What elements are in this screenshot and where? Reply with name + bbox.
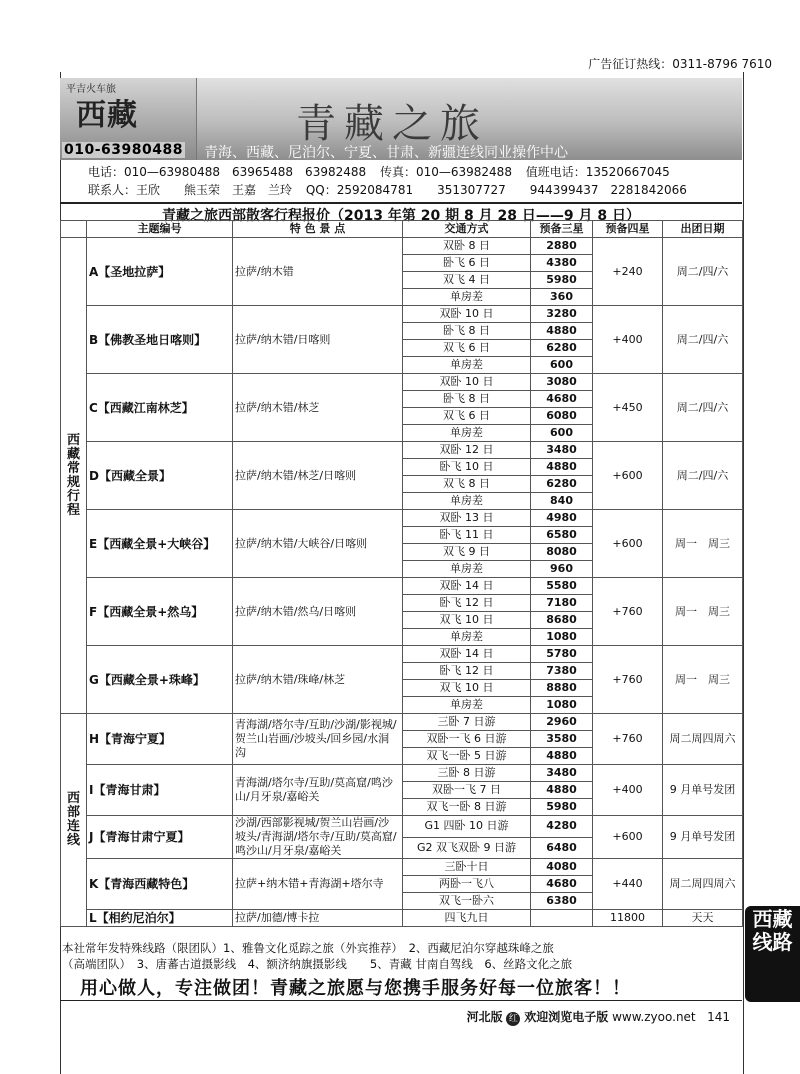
price-4star: +400	[593, 306, 663, 374]
route-theme: E【西藏全景+大峡谷】	[87, 510, 233, 578]
route-spots: 拉萨/纳木错/林芝	[233, 374, 403, 442]
transport-option: G1 四卧 10 日游	[403, 816, 531, 838]
route-spots: 拉萨/纳木错/大峡谷/日喀则	[233, 510, 403, 578]
price-4star: +450	[593, 374, 663, 442]
contact-phone: 电话：010—63980488 63965488 63982488	[88, 165, 367, 179]
transport-option: 单房差	[403, 629, 531, 646]
transport-option: 双飞 8 日	[403, 476, 531, 493]
price-3star: 5980	[531, 799, 593, 816]
table-title: 青藏之旅西部散客行程报价（2013 年第 20 期 8 月 28 日——9 月 8 日）	[60, 202, 742, 225]
price-3star: 3280	[531, 306, 593, 323]
transport-option: 单房差	[403, 357, 531, 374]
price-4star: +240	[593, 238, 663, 306]
departure-days: 周二/四/六	[663, 238, 743, 306]
price-3star: 3480	[531, 765, 593, 782]
transport-option: G2 双飞双卧 9 日游	[403, 837, 531, 859]
footer-line-2: （高端团队） 3、唐蕃古道摄影线 4、额济纳旗摄影线 5、青藏 甘南自驾线 6、丝路文化之旅	[62, 957, 573, 971]
price-4star: 11800	[593, 910, 663, 927]
header-3star: 预备三星	[531, 221, 593, 238]
price-3star: 6080	[531, 408, 593, 425]
header-transport: 交通方式	[403, 221, 531, 238]
transport-option: 双卧 10 日	[403, 374, 531, 391]
departure-days: 周二周四周六	[663, 714, 743, 765]
website-link[interactable]: www.zyoo.net	[612, 1010, 696, 1024]
price-3star: 4880	[531, 748, 593, 765]
transport-option: 四飞九日	[403, 910, 531, 927]
transport-option: 双飞 9 日	[403, 544, 531, 561]
price-4star: +760	[593, 646, 663, 714]
region-label: 西部连线	[61, 714, 87, 927]
transport-option: 三卧十日	[403, 859, 531, 876]
price-3star: 1080	[531, 629, 593, 646]
price-3star: 4380	[531, 255, 593, 272]
table-row	[61, 238, 743, 255]
transport-option: 卧飞 10 日	[403, 459, 531, 476]
departure-days: 周二/四/六	[663, 374, 743, 442]
price-3star: 3580	[531, 731, 593, 748]
logo-main-text: 西藏	[76, 98, 138, 133]
table-row	[61, 306, 743, 323]
price-4star: +600	[593, 442, 663, 510]
route-spots: 拉萨/纳木错/然乌/日喀则	[233, 578, 403, 646]
price-4star: +760	[593, 714, 663, 765]
transport-option: 双卧 14 日	[403, 578, 531, 595]
table-header-row	[61, 221, 743, 238]
price-3star: 3080	[531, 374, 593, 391]
transport-option: 三卧 8 日游	[403, 765, 531, 782]
contact-duty: 值班电话：13520667045	[525, 165, 670, 179]
ebook-text: 欢迎浏览电子版	[524, 1010, 609, 1024]
transport-option: 双卧一飞 7 日	[403, 782, 531, 799]
route-theme: J【青海甘肃宁夏】	[87, 816, 233, 859]
departure-days: 周二/四/六	[663, 442, 743, 510]
price-3star: 4880	[531, 459, 593, 476]
price-3star: 360	[531, 289, 593, 306]
price-3star: 5980	[531, 272, 593, 289]
price-3star: 6280	[531, 340, 593, 357]
route-spots: 沙湖/西部影视城/贺兰山岩画/沙坡头/青海湖/塔尔寺/互助/莫高窟/鸣沙山/月牙泉/嘉峪关	[233, 816, 403, 859]
transport-option: 单房差	[403, 493, 531, 510]
departure-days: 周二/四/六	[663, 306, 743, 374]
transport-option: 双卧一飞 6 日游	[403, 731, 531, 748]
price-3star: 1080	[531, 697, 593, 714]
transport-option: 单房差	[403, 425, 531, 442]
table-body	[61, 238, 743, 927]
route-theme: D【西藏全景】	[87, 442, 233, 510]
table-row	[61, 910, 743, 927]
route-spots: 拉萨/纳木错/珠峰/林芝	[233, 646, 403, 714]
table-row	[61, 714, 743, 731]
table-row	[61, 510, 743, 527]
banner	[60, 78, 742, 160]
price-3star: 2960	[531, 714, 593, 731]
price-4star: +600	[593, 816, 663, 859]
transport-option: 双飞一卧 8 日游	[403, 799, 531, 816]
price-3star: 840	[531, 493, 593, 510]
ad-hotline: 广告征订热线：0311-8796 7610	[588, 57, 772, 71]
page-number: 141	[707, 1010, 730, 1024]
price-3star: 960	[531, 561, 593, 578]
route-spots: 拉萨/纳木错/林芝/日喀则	[233, 442, 403, 510]
bottom-divider	[60, 1000, 742, 1001]
contact-people: 联系人：王欣 熊玉荣 王嘉 兰玲	[88, 183, 293, 197]
transport-option: 单房差	[403, 289, 531, 306]
price-4star: +400	[593, 765, 663, 816]
route-spots: 拉萨/纳木错/日喀则	[233, 306, 403, 374]
transport-option: 双飞 10 日	[403, 680, 531, 697]
header-departure: 出团日期	[663, 221, 743, 238]
price-3star: 4080	[531, 859, 593, 876]
price-3star: 8880	[531, 680, 593, 697]
departure-days: 周一 周三	[663, 578, 743, 646]
route-spots: 青海湖/塔尔寺/互助/莫高窟/鸣沙山/月牙泉/嘉峪关	[233, 765, 403, 816]
route-theme: K【青海西藏特色】	[87, 859, 233, 910]
transport-option: 卧飞 8 日	[403, 323, 531, 340]
edition-label: 河北版	[466, 1010, 503, 1024]
price-3star: 8680	[531, 612, 593, 629]
transport-option: 双飞 6 日	[403, 408, 531, 425]
price-table	[60, 220, 743, 927]
transport-option: 双飞 10 日	[403, 612, 531, 629]
transport-option: 卧飞 6 日	[403, 255, 531, 272]
table-row	[61, 816, 743, 838]
contact-line-2	[88, 181, 697, 198]
price-3star: 8080	[531, 544, 593, 561]
route-theme: H【青海宁夏】	[87, 714, 233, 765]
region-label: 西藏常规行程	[61, 238, 87, 714]
table-row	[61, 646, 743, 663]
departure-days: 周二周四周六	[663, 859, 743, 910]
price-3star: 4880	[531, 323, 593, 340]
departure-days: 周一 周三	[663, 510, 743, 578]
banner-phone: 010-63980488	[64, 142, 183, 158]
transport-option: 双卧 12 日	[403, 442, 531, 459]
table-row	[61, 578, 743, 595]
header-theme: 主题编号	[87, 221, 233, 238]
page-footer	[467, 1008, 730, 1026]
departure-days: 9 月单号发团	[663, 816, 743, 859]
transport-option: 双卧 14 日	[403, 646, 531, 663]
route-spots: 青海湖/塔尔寺/互助/沙湖/影视城/贺兰山岩画/沙坡头/回乡园/水洞沟	[233, 714, 403, 765]
side-tab	[745, 906, 800, 1002]
transport-option: 卧飞 8 日	[403, 391, 531, 408]
transport-option: 双卧 10 日	[403, 306, 531, 323]
transport-option: 双卧 13 日	[403, 510, 531, 527]
edition-badge: 红	[506, 1012, 520, 1026]
header-4star: 预备四星	[593, 221, 663, 238]
price-3star: 4980	[531, 510, 593, 527]
transport-option: 双飞 4 日	[403, 272, 531, 289]
transport-option: 双飞一卧 5 日游	[403, 748, 531, 765]
transport-option: 卧飞 12 日	[403, 663, 531, 680]
header-spots: 特 色 景 点	[233, 221, 403, 238]
route-theme: B【佛教圣地日喀则】	[87, 306, 233, 374]
price-3star: 4680	[531, 876, 593, 893]
side-tab-text: 西藏线路	[752, 907, 793, 954]
route-spots: 拉萨/加德/博卡拉	[233, 910, 403, 927]
logo-small-text: 平吉火车旅	[66, 84, 116, 95]
transport-option: 三卧 7 日游	[403, 714, 531, 731]
route-spots: 拉萨+纳木错+青海湖+塔尔寺	[233, 859, 403, 910]
route-theme: A【圣地拉萨】	[87, 238, 233, 306]
banner-subtitle: 青海、西藏、尼泊尔、宁夏、甘肃、新疆连线同业操作中心	[204, 145, 568, 160]
header-region	[61, 221, 87, 238]
transport-option: 卧飞 11 日	[403, 527, 531, 544]
price-3star: 600	[531, 357, 593, 374]
transport-option: 卧飞 12 日	[403, 595, 531, 612]
table-row	[61, 765, 743, 782]
departure-days: 9 月单号发团	[663, 765, 743, 816]
price-3star	[531, 910, 593, 927]
slogan: 用心做人，专注做团！青藏之旅愿与您携手服务好每一位旅客！！	[80, 978, 631, 999]
route-theme: L【相约尼泊尔】	[87, 910, 233, 927]
route-theme: G【西藏全景+珠峰】	[87, 646, 233, 714]
price-3star: 5780	[531, 646, 593, 663]
transport-option: 双卧 8 日	[403, 238, 531, 255]
price-3star: 6380	[531, 893, 593, 910]
price-4star: +600	[593, 510, 663, 578]
price-3star: 4880	[531, 782, 593, 799]
price-3star: 4280	[531, 816, 593, 838]
banner-title: 青藏之旅	[296, 101, 488, 147]
contact-line-1	[88, 163, 680, 180]
route-theme: F【西藏全景+然乌】	[87, 578, 233, 646]
table-row	[61, 442, 743, 459]
transport-option: 双飞一卧六	[403, 893, 531, 910]
contact-fax: 传真：010—63982488	[379, 165, 512, 179]
price-3star: 6280	[531, 476, 593, 493]
transport-option: 双飞 6 日	[403, 340, 531, 357]
price-3star: 2880	[531, 238, 593, 255]
price-3star: 6580	[531, 527, 593, 544]
departure-days: 周一 周三	[663, 646, 743, 714]
price-3star: 5580	[531, 578, 593, 595]
transport-option: 单房差	[403, 561, 531, 578]
departure-days: 天天	[663, 910, 743, 927]
price-3star: 4680	[531, 391, 593, 408]
price-3star: 3480	[531, 442, 593, 459]
transport-option: 单房差	[403, 697, 531, 714]
price-4star: +760	[593, 578, 663, 646]
footer-line-1: 本社常年发特殊线路（限团队）1、雅鲁文化觅踪之旅（外宾推荐） 2、西藏尼泊尔穿越珠峰之旅	[62, 941, 554, 955]
price-3star: 7380	[531, 663, 593, 680]
price-4star: +440	[593, 859, 663, 910]
table-row	[61, 859, 743, 876]
route-theme: I【青海甘肃】	[87, 765, 233, 816]
price-3star: 600	[531, 425, 593, 442]
contact-qq: QQ：2592084781 351307727 944399437 2281842066	[305, 183, 687, 197]
table-row	[61, 374, 743, 391]
price-3star: 7180	[531, 595, 593, 612]
transport-option: 两卧一飞八	[403, 876, 531, 893]
price-3star: 6480	[531, 837, 593, 859]
route-theme: C【西藏江南林芝】	[87, 374, 233, 442]
route-spots: 拉萨/纳木错	[233, 238, 403, 306]
